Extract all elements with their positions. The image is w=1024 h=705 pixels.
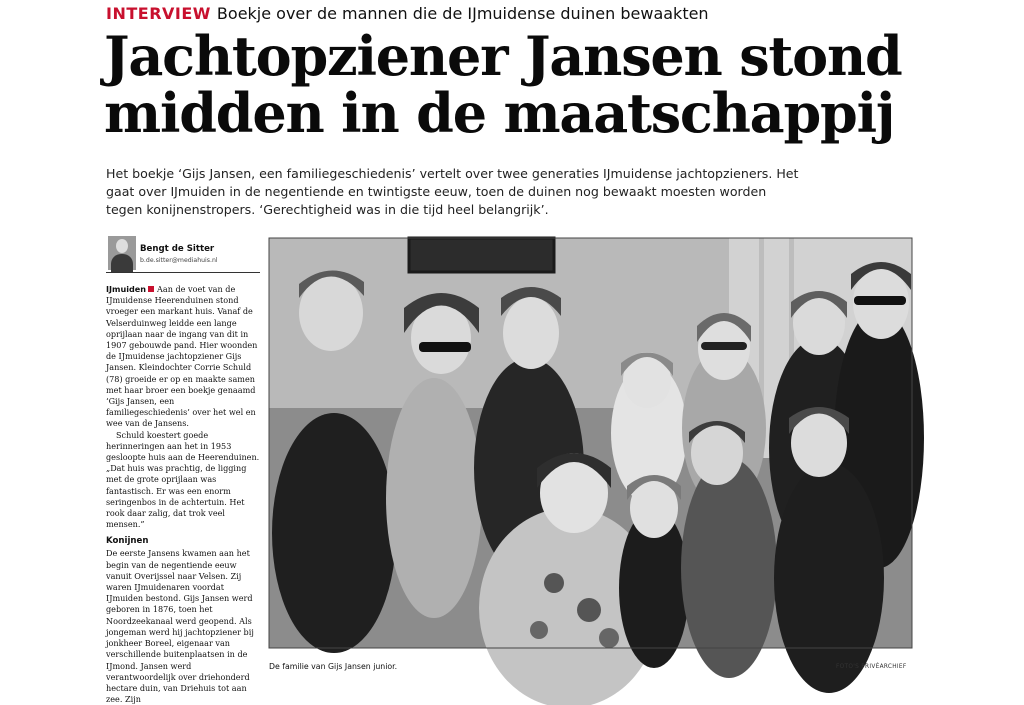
author-avatar [108, 236, 136, 270]
family-photo [269, 238, 912, 648]
article-paragraph-3: De eerste Jansens kwamen aan het begin van de negentiende eeuw vanuit Overijssel naar Velsen. Zij waren IJmuidenaren voordat IJmuiden bestond. Gijs Jansen werd geboren in 1876, toen het Noordzeekanaal werd geopend. Als jongeman werd hij jachtopziener bij jonkheer Boreel, eigenaar van verschillende buitenplaatsen in de IJmond. Jansen werd verantwoordelijk over driehonderd hectare duin, van Driehuis tot aan zee. Zijn [106, 548, 254, 705]
article-column [106, 284, 260, 705]
article-paragraph-2: Schuld koestert goede herinneringen aan het in 1953 gesloopte huis aan de Heerenduinen. „Dat huis was prachtig, de ligging met de grote oprijlaan was fantastisch. Er was een enorm seringenbos in de achtertuin. Het rook daar zalig, dat trok veel mensen.” [106, 429, 260, 530]
article-paragraph-1-text: Aan de voet van de IJmuidense Heerenduinen stond vroeger een markant huis. Vanaf de Velserduinweg leidde een lange oprijlaan naar de ingang van dit in 1907 gebouwde pand. Hier woonden de IJmuidense jachtopziener Gijs Jansen. Kleindochter Corrie Schuld (78) groeide er op en maakte samen met haar broer een boekje genaamd ‘Gijs Jansen, een familiegeschiedenis’ over het wel en wee van de Jansens. [106, 284, 258, 429]
author-byline [106, 236, 260, 273]
kicker [106, 4, 709, 23]
kicker-topic: Boekje over de mannen die de IJmuidense duinen bewaakten [216, 4, 709, 23]
author-name: Bengt de Sitter [140, 244, 215, 254]
author-email[interactable]: b.de.sitter@mediahuis.nl [140, 257, 218, 264]
lead-paragraph: Het boekje ‘Gijs Jansen, een familiegeschiedenis’ vertelt over twee generaties IJmuidense jachtopzieners. Het gaat over IJmuiden in de negentiende en twintigste eeuw, toen de duinen nog bewaakt moesten worden tegen konijnenstropers. ‘Gerechtigheid was in die tijd heel belangrijk’. [106, 166, 799, 217]
dateline: IJmuiden [106, 284, 147, 294]
article-subhead: Konijnen [106, 536, 149, 547]
dateline-marker-icon [148, 286, 154, 292]
photo-credit: FOTO'S PRIVÉARCHIEF [836, 664, 907, 670]
headline: Jachtopziener Jansen stond midden in de maatschappij [104, 24, 902, 145]
kicker-label: INTERVIEW [106, 4, 211, 23]
article-paragraph-1 [106, 284, 260, 430]
photo-caption: De familie van Gijs Jansen junior. [269, 662, 398, 671]
